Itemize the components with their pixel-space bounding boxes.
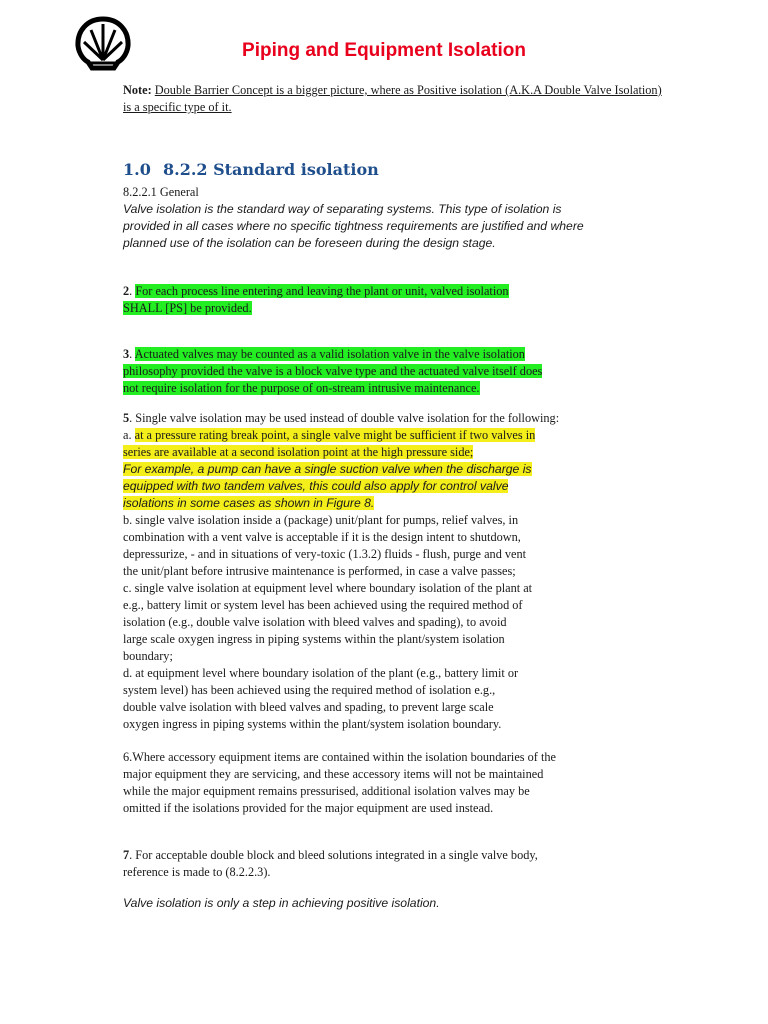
item-7-line-2: reference is made to (8.2.2.3).	[123, 865, 271, 879]
item-6-line-1: 6.Where accessory equipment items are contained within the isolation boundaries of the	[123, 750, 556, 764]
item-5a-example-3: isolations in some cases as shown in Figure 8.	[123, 496, 375, 510]
item-5-rest-8: large scale oxygen ingress in piping systems within the plant/system isolation	[123, 632, 505, 646]
item-5a-prefix: a.	[123, 428, 135, 442]
item-5-rest-10: d. at equipment level where boundary isolation of the plant (e.g., battery limit or	[123, 666, 519, 680]
item-5a-line-1: at a pressure rating break point, a single valve might be sufficient if two valves in	[134, 428, 536, 442]
item-5-rest-11: system level) has been achieved using the required method of isolation e.g.,	[123, 683, 496, 697]
item-6	[123, 749, 683, 817]
section-number: 1.0	[123, 160, 151, 179]
item-5-rest-7: isolation (e.g., double valve isolation with bleed valves and spading), to avoid	[123, 615, 507, 629]
page-title: Piping and Equipment Isolation	[242, 40, 526, 61]
note-line-2: is a specific type of it.	[123, 100, 232, 114]
general-line-3: planned use of the isolation can be foreseen during the design stage.	[123, 236, 496, 250]
item-6-line-2: major equipment they are servicing, and these accessory items will not be maintained	[123, 767, 544, 781]
section-heading	[123, 160, 379, 179]
item-5-rest-2: combination with a vent valve is acceptable if it is the design intent to shutdown,	[123, 530, 521, 544]
item-6-line-4: omitted if the isolations provided for the major equipment are used instead.	[123, 801, 494, 815]
section-title: 8.2.2 Standard isolation	[163, 160, 379, 179]
note-paragraph	[123, 82, 683, 116]
item-5	[123, 410, 683, 733]
general-line-2: provided in all cases where no specific tightness requirements are justified and where	[123, 219, 584, 233]
item-3-number: 3	[123, 347, 130, 361]
item-3-sep: .	[129, 347, 135, 361]
item-5a-example-1: For example, a pump can have a single suction valve when the discharge is	[123, 462, 532, 476]
item-5-rest-9: boundary;	[123, 649, 173, 663]
item-5a-example-2: equipped with two tandem valves, this could also apply for control valve	[123, 479, 509, 493]
item-5a-line-2: series are available at a second isolation point at the high pressure side;	[123, 445, 474, 459]
closing-statement: Valve isolation is only a step in achieving positive isolation.	[123, 896, 440, 910]
item-7	[123, 847, 683, 881]
item-6-line-3: while the major equipment remains pressurised, additional isolation valves may be	[123, 784, 530, 798]
item-2-number: 2	[123, 284, 130, 298]
item-5-rest-13: oxygen ingress in piping systems within the plant/system isolation boundary.	[123, 717, 502, 731]
item-2	[123, 283, 683, 317]
note-line-1: Double Barrier Concept is a bigger picture, where as Positive isolation (A.K.A Double Valve Isolation)	[154, 83, 662, 97]
item-5-number: 5	[123, 411, 130, 425]
item-7-number: 7	[123, 848, 130, 862]
item-5-rest-6: e.g., battery limit or system level has been achieved using the required method of	[123, 598, 523, 612]
item-3	[123, 346, 683, 397]
item-3-line-2: philosophy provided the valve is a block valve type and the actuated valve itself does	[123, 364, 543, 378]
item-5-intro: . Single valve isolation may be used instead of double valve isolation for the following:	[129, 411, 560, 425]
item-2-sep: .	[129, 284, 136, 298]
general-line-1: Valve isolation is the standard way of separating systems. This type of isolation is	[123, 202, 562, 216]
general-block	[123, 184, 683, 252]
item-3-line-3: not require isolation for the purpose of on-stream intrusive maintenance.	[123, 381, 480, 395]
item-5-rest-12: double valve isolation with bleed valves and spading, to prevent large scale	[123, 700, 494, 714]
item-5-rest-4: the unit/plant before intrusive maintenance is performed, in case a valve passes;	[123, 564, 516, 578]
item-2-line-1: For each process line entering and leaving the plant or unit, valved isolation	[135, 284, 509, 298]
item-5-rest-3: depressurize, - and in situations of very-toxic (1.3.2) fluids - flush, purge and vent	[123, 547, 527, 561]
item-3-line-1: Actuated valves may be counted as a valid isolation valve in the valve isolation	[134, 347, 525, 361]
item-5-rest-1: b. single valve isolation inside a (package) unit/plant for pumps, relief valves, in	[123, 513, 519, 527]
item-5-rest-5: c. single valve isolation at equipment level where boundary isolation of the plant at	[123, 581, 533, 595]
note-label: Note:	[123, 83, 152, 97]
general-label: 8.2.2.1 General	[123, 185, 199, 199]
item-7-line-1: . For acceptable double block and bleed solutions integrated in a single valve body,	[129, 848, 538, 862]
item-2-line-2: SHALL [PS] be provided.	[123, 301, 252, 315]
